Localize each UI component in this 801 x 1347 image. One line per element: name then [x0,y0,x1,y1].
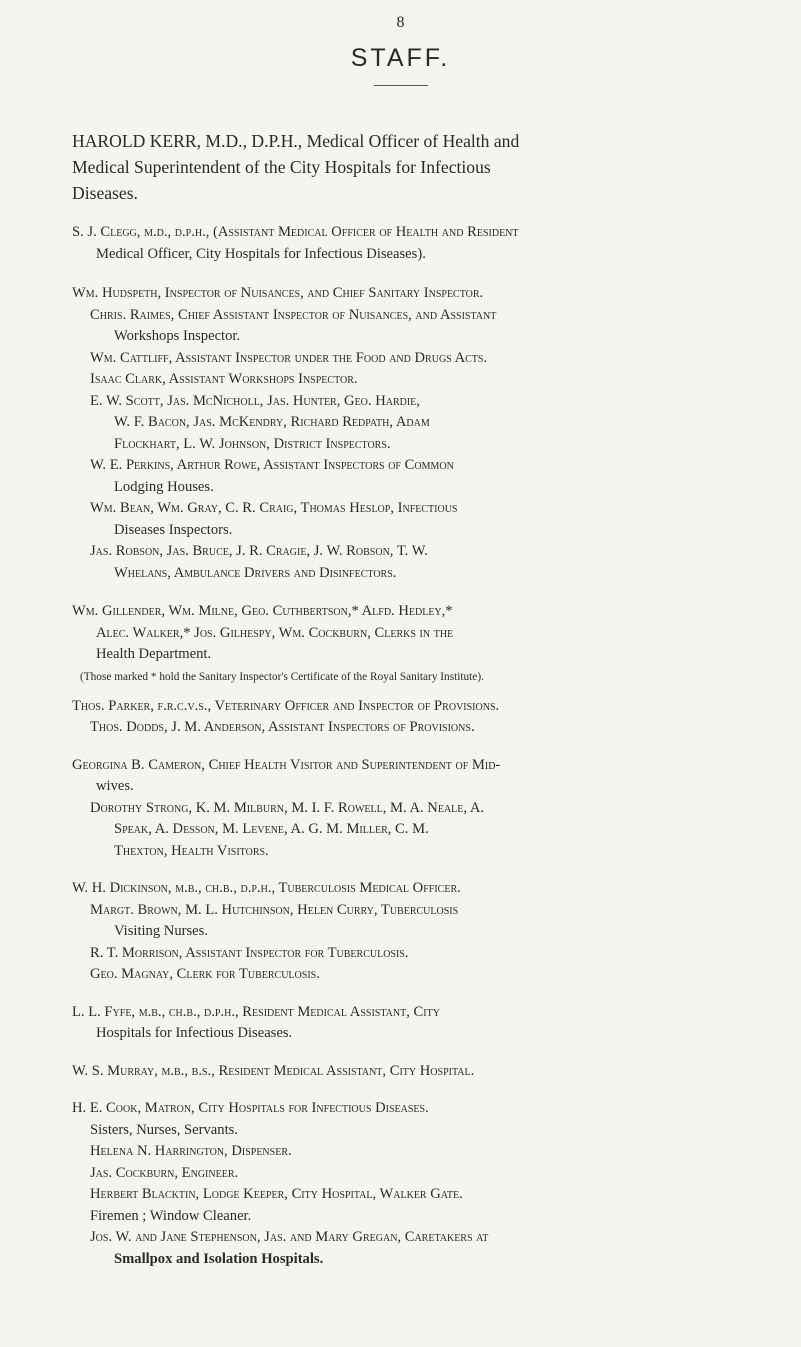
entry-line: Geo. Magnay, Clerk for Tuberculosis. [90,966,320,982]
entry-line: wives. [96,778,134,794]
entry-line: Thos. Dodds, J. M. Anderson, Assistant Inspectors of Provisions. [90,719,475,735]
entry-line: Health Department. [96,646,212,662]
entry-line: W. H. Dickinson, m.b., ch.b., d.p.h., Tuberculosis Medical Officer. [72,880,461,896]
entry-line: Visiting Nurses. [114,923,208,939]
entry-line: Helena N. Harrington, Dispenser. [90,1143,292,1159]
entry-line: Flockhart, L. W. Johnson, District Inspectors. [114,435,391,452]
entry-line: Margt. Brown, M. L. Hutchinson, Helen Curry, Tuberculosis [90,901,459,918]
entry-line: HAROLD KERR, M.D., D.P.H., Medical Officer of Health and [72,131,520,151]
page-number: 8 [396,14,405,31]
entry-fyfe [0,1002,801,1045]
entry-line: Hospitals for Infectious Diseases. [96,1025,293,1041]
entry-line: Diseases. [72,183,138,203]
entry-line: Thos. Parker, f.r.c.v.s., Veterinary Officer and Inspector of Provisions. [72,697,500,714]
entry-cook [0,1098,801,1270]
entry-gillender [0,601,801,688]
entry-line: Wm. Bean, Wm. Gray, C. R. Craig, Thomas Heslop, Infectious [90,500,458,516]
entry-line: Wm. Cattliff, Assistant Inspector under the Food and Drugs Acts. [90,349,488,366]
entry-line: Chris. Raimes, Chief Assistant Inspector of Nuisances, and Assistant [90,306,497,323]
entry-murray [0,1061,801,1083]
entry-line: Whelans, Ambulance Drivers and Disinfectors. [114,564,397,581]
entry-line: E. W. Scott, Jas. McNicholl, Jas. Hunter, Geo. Hardie, [90,392,420,409]
entry-line: Georgina B. Cameron, Chief Health Visitor and Superintendent of Mid- [72,756,501,773]
entry-line: Jas. Robson, Jas. Bruce, J. R. Cragie, J. W. Robson, T. W. [90,543,428,559]
entry-line: Isaac Clark, Assistant Workshops Inspector. [90,371,358,387]
entry-dickinson [0,878,801,986]
entry-line: Lodging Houses. [114,478,214,495]
entry-parker [0,696,801,739]
entry-line: Smallpox and Isolation Hospitals. [114,1250,324,1267]
page-title: STAFF. [350,44,451,72]
footnote: (Those marked * hold the Sanitary Inspector's Certificate of the Royal Sanitary Institute). [80,670,484,683]
entry-line: Workshops Inspector. [114,328,241,344]
entry-line: Firemen ; Window Cleaner. [90,1207,252,1224]
entry-line: Wm. Gillender, Wm. Milne, Geo. Cuthbertson,* Alfd. Hedley,* [72,603,453,619]
entry-line: Thexton, Health Visitors. [114,842,269,859]
entry-line: W. S. Murray, m.b., b.s., Resident Medical Assistant, City Hospital. [72,1062,475,1079]
entry-line: Dorothy Strong, K. M. Milburn, M. I. F. Rowell, M. A. Neale, A. [90,799,485,816]
entry-clegg [0,222,801,265]
entry-line: Diseases Inspectors. [114,521,233,538]
entry-line: Alec. Walker,* Jos. Gilhespy, Wm. Cockburn, Clerks in the [96,624,454,641]
entry-line: Wm. Hudspeth, Inspector of Nuisances, and Chief Sanitary Inspector. [72,285,484,301]
entry-hudspeth [0,283,801,584]
entry-line: W. E. Perkins, Arthur Rowe, Assistant Inspectors of Common [90,457,454,473]
staff-list [0,100,801,1270]
entry-line: Jos. W. and Jane Stephenson, Jas. and Mary Gregan, Caretakers at [90,1229,489,1245]
entry-line: W. F. Bacon, Jas. McKendry, Richard Redpath, Adam [114,414,430,430]
entry-line: Medical Officer, City Hospitals for Infectious Diseases). [96,245,426,262]
entry-kerr [0,128,801,206]
entry-line: R. T. Morrison, Assistant Inspector for Tuberculosis. [90,944,409,961]
entry-line: Sisters, Nurses, Servants. [90,1121,238,1138]
entry-line: S. J. Clegg, m.d., d.p.h., (Assistant Medical Officer of Health and Resident [72,224,519,240]
entry-line: Speak, A. Desson, M. Levene, A. G. M. Miller, C. M. [114,821,429,837]
entry-line: Herbert Blacktin, Lodge Keeper, City Hospital, Walker Gate. [90,1186,463,1202]
entry-line: Jas. Cockburn, Engineer. [90,1164,239,1181]
entry-line: H. E. Cook, Matron, City Hospitals for Infectious Diseases. [72,1100,429,1116]
entry-line: L. L. Fyfe, m.b., ch.b., d.p.h., Resident Medical Assistant, City [72,1003,440,1020]
title-rule [374,85,428,86]
entry-cameron [0,755,801,863]
entry-line: Medical Superintendent of the City Hospitals for Infectious [72,157,491,177]
